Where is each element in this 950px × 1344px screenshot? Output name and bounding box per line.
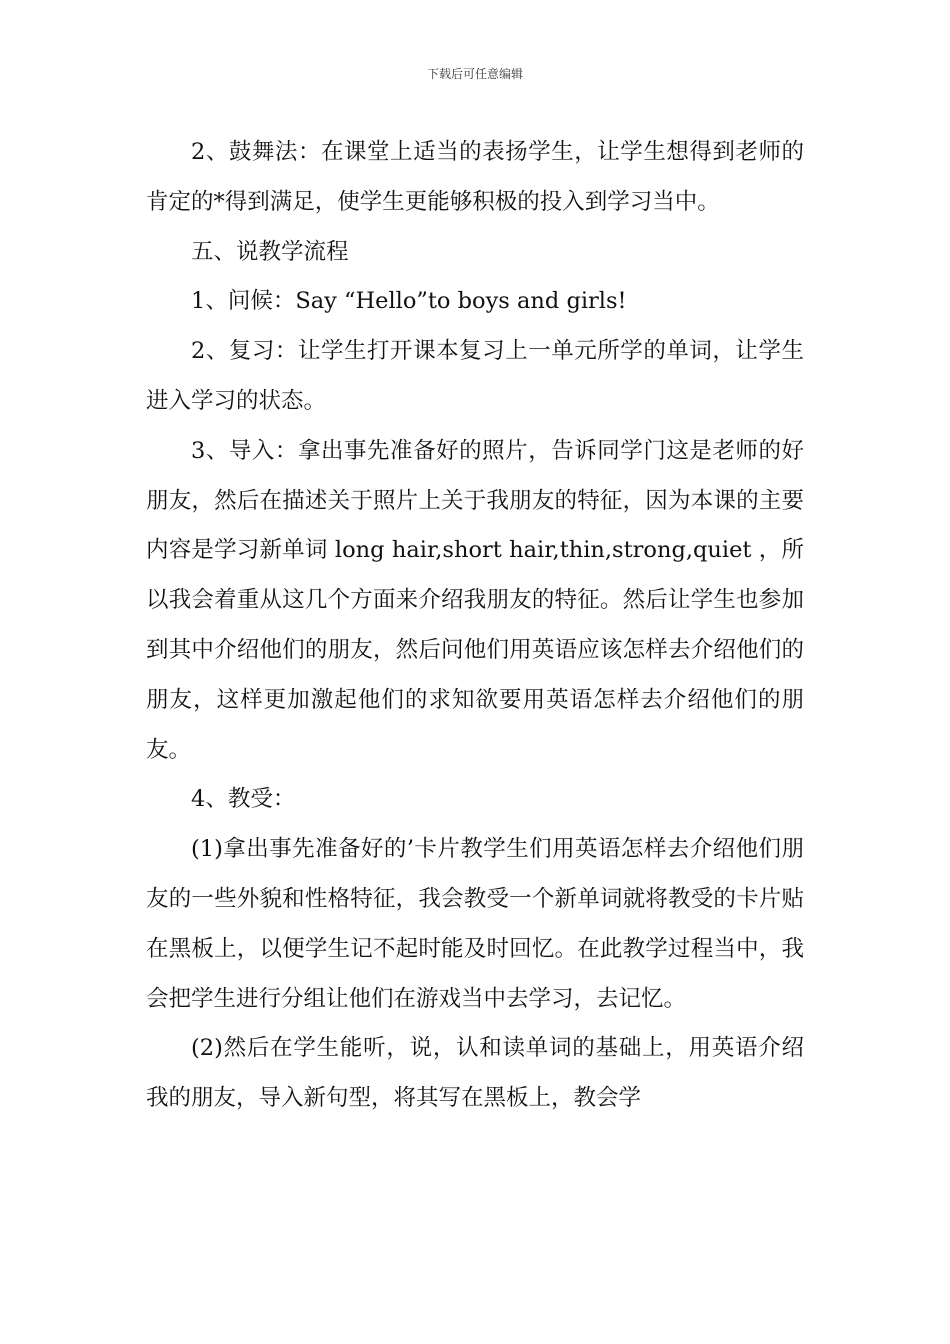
paragraph-teaching-step-2: (2)然后在学生能听，说，认和读单词的基础上，用英语介绍我的朋友，导入新句型，将其写在黑板上，教会学	[146, 1035, 804, 1112]
paragraph-introduction: 3、导入：拿出事先准备好的照片，告诉同学门这是老师的好朋友，然后在描述关于照片上关于我朋友的特征，因为本课的主要内容是学习新单词 long hair,short hair,thin,strong,quiet ，所以我会着重从这几个方面来介绍我朋友的特征。然后让学生也参加到其中介绍他们的朋友，然后问他们用英语应该怎样去介绍他们的朋友，这样更加激起他们的求知欲要用英语怎样去介绍他们的朋友。	[146, 437, 804, 763]
document-body	[146, 128, 804, 1124]
paragraph-review: 2、复习：让学生打开课本复习上一单元所学的单词，让学生进入学习的状态。	[146, 338, 804, 414]
section-heading-teaching-process: 五、说教学流程	[191, 238, 349, 265]
paragraph-greeting: 1、问候：Say “Hello”to boys and girls!	[191, 288, 627, 315]
paragraph-teaching-step-1: (1)拿出事先准备好的’卡片教学生们用英语怎样去介绍他们朋友的一些外貌和性格特征，我会教受一个新单词就将教受的卡片贴在黑板上，以便学生记不起时能及时回忆。在此教学过程当中，我会把学生进行分组让他们在游戏当中去学习，去记忆。	[146, 836, 804, 1012]
paragraph-teaching-heading: 4、教受：	[191, 786, 296, 813]
paragraph-encouragement-method: 2、鼓舞法：在课堂上适当的表扬学生，让学生想得到老师的肯定的*得到满足，使学生更能够积极的投入到学习当中。	[146, 139, 804, 215]
page-header: 下载后可任意编辑	[426, 67, 523, 81]
